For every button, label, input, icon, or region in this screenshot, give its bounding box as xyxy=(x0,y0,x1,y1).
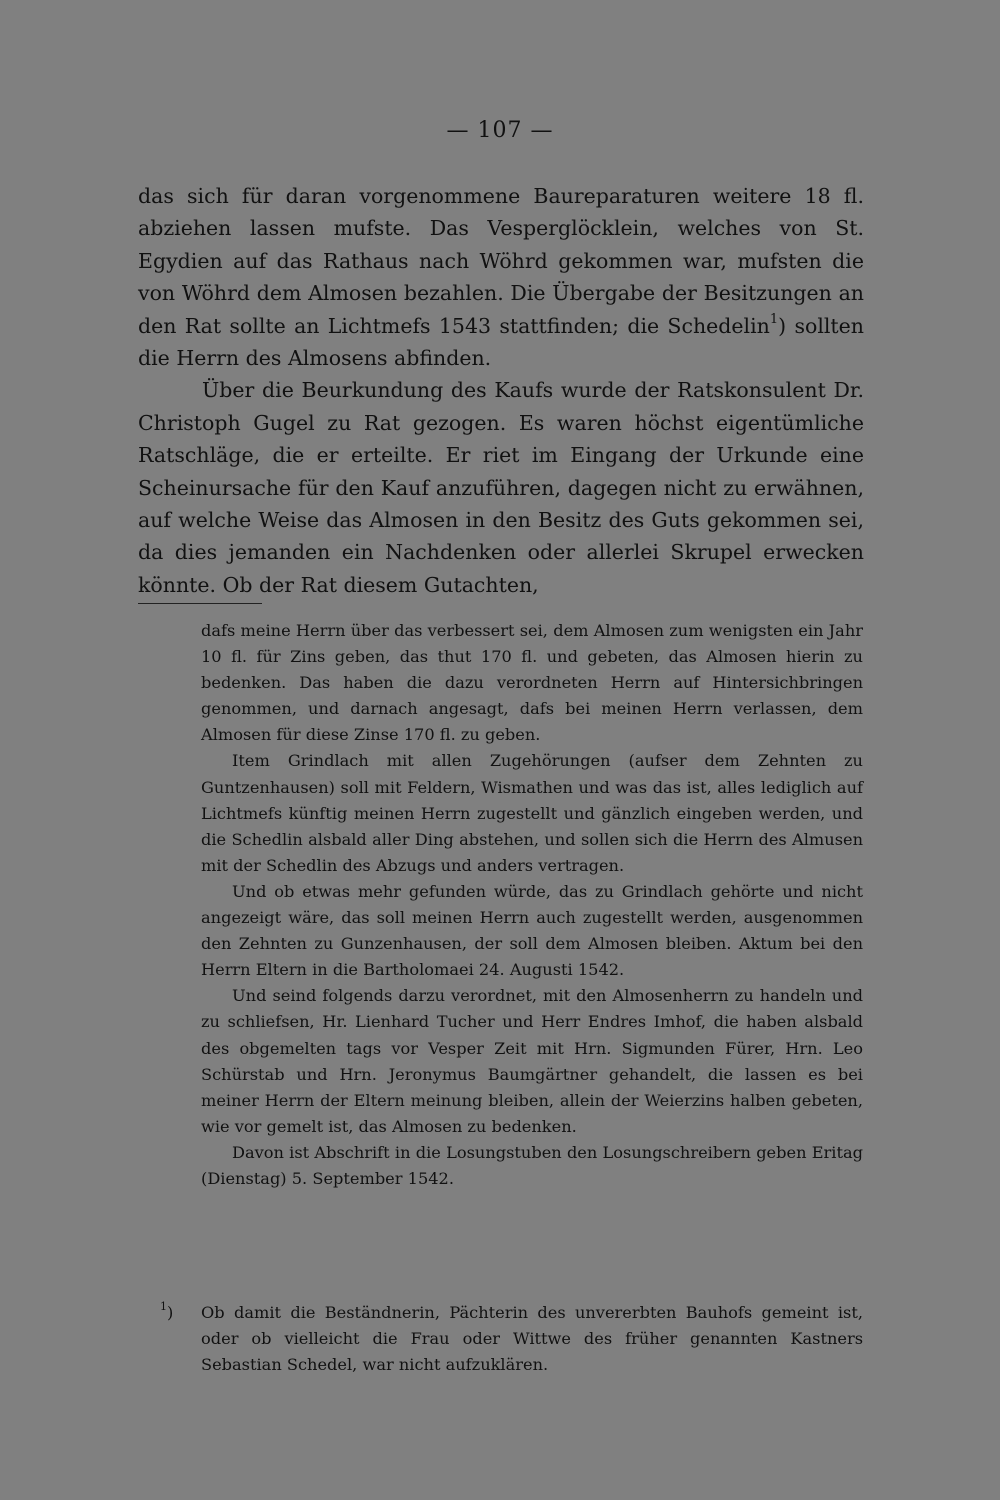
footnote-separator xyxy=(138,603,262,604)
quoted-paragraph-4: Und seind folgends darzu verordnet, mit den Almosenherrn zu handeln und zu schliefsen, Hr. Lienhard Tucher und Herr Endres Imhof, die haben alsbald des obgemelten tags vor Vesper Zeit mit Hrn. Sigmunden Fürer, Hrn. Leo Schürstab und Hrn. Jeronymus Baumgärtner gehandelt, die lassen es bei meiner Herrn der Eltern meinung bleiben, allein der Weierzins halben gebeten, wie vor gemelt ist, das Almosen zu bedenken. xyxy=(201,986,863,1136)
quoted-document-block xyxy=(201,618,863,1192)
footnote-marker-number: 1 xyxy=(160,1299,167,1313)
quoted-paragraph-2: Item Grindlach mit allen Zugehörungen (aufser dem Zehnten zu Guntzenhausen) soll mit Feldern, Wismathen und was das ist, alles lediglich auf Lichtmefs künftig meinen Herrn zugestellt und gänzlich eingeben werden, und die Schedlin alsbald aller Ding abstehen, und sollen sich die Herrn des Almusen mit der Schedlin des Abzugs und anders vertragen. xyxy=(201,751,863,875)
footnote xyxy=(160,1300,863,1378)
footnote-text: Ob damit die Beständnerin, Pächterin des unvererbten Bauhofs gemeint ist, oder ob vielleicht die Frau oder Wittwe des früher genannten Kastners Sebastian Schedel, war nicht aufzuklären. xyxy=(201,1303,863,1375)
main-paragraph-1-text-b: ) sollten die Herrn des Almosens abfinden. xyxy=(138,313,865,371)
footnote-reference: 1 xyxy=(769,311,779,327)
main-paragraph-2: Über die Beurkundung des Kaufs wurde der Ratskonsulent Dr. Christoph Gugel zu Rat gezogen. Es waren höchst eigentümliche Ratschläge, die er erteilte. Er riet im Eingang der Urkunde eine Scheinursache für den Kauf anzuführen, dagegen nicht zu erwähnen, auf welche Weise das Almosen in den Besitz des Guts gekommen sei, da dies jemanden ein Nachdenken oder allerlei Skrupel erwecken könnte. Ob der Rat diesem Gutachten, xyxy=(138,378,864,597)
quoted-paragraph-5: Davon ist Abschrift in die Losungstuben den Losungschreibern geben Eritag (Dienstag) 5. September 1542. xyxy=(201,1142,863,1188)
main-paragraph-1 xyxy=(138,180,864,374)
main-text xyxy=(138,180,864,601)
quoted-paragraph-3: Und ob etwas mehr gefunden würde, das zu Grindlach gehörte und nicht angezeigt wäre, das soll meinen Herrn auch zugestellt werden, ausgenommen den Zehnten zu Gunzenhausen, der soll dem Almosen bleiben. Aktum bei den Herrn Eltern in die Bartholomaei 24. Augusti 1542. xyxy=(201,881,863,980)
quoted-paragraph-1: dafs meine Herrn über das verbessert sei, dem Almosen zum wenigsten ein Jahr 10 fl. für Zins geben, das thut 170 fl. und gebeten, das Almosen hierin zu bedenken. Das haben die dazu verordneten Herrn auf Hintersichbringen genommen, und darnach angesagt, dafs bei meinen Herrn verlassen, dem Almosen für diese Zinse 170 fl. zu geben. xyxy=(201,621,863,745)
page-number: — 107 — xyxy=(446,118,554,143)
main-paragraph-1-text-a: das sich für daran vorgenommene Baureparaturen weitere 18 fl. abziehen lassen mufste. Das Vesperglöcklein, welches von St. Egydien auf das Rathaus nach Wöhrd gekommen war, mufsten die von Wöhrd dem Almosen bezahlen. Die Übergabe der Besitzungen an den Rat sollte an Lichtmefs 1543 stattfinden; die Schedelin xyxy=(138,184,864,338)
footnote-marker xyxy=(160,1300,200,1326)
footnote-marker-paren: ) xyxy=(167,1303,174,1322)
